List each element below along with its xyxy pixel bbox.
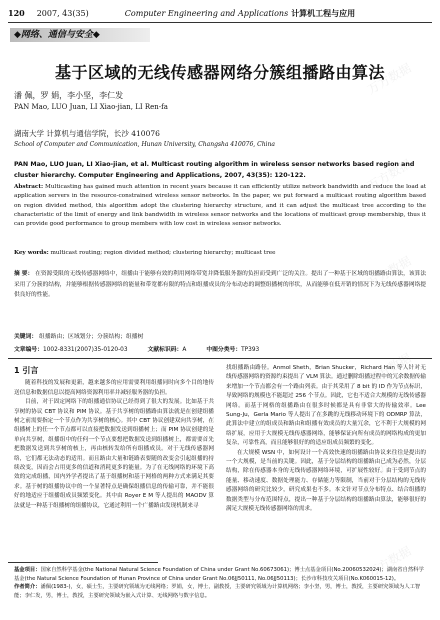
abstract-en-text: Multicasting has gained much attention in recent years because it can efficiently utilize network bandwidth and reduce the load at application servers in the resource-constrained wireless sensor networks. In the paper, we put forward a multicast routing algorithm based on region divided method, this algorithm adopt the clustering hierarchy structure, and it can adjust the multicast tree according to the characteristic of the limit of energy and link bandwidth in wireless sensor networks and the locations of multicast group membership, thus it can provide good performance to group members with low cost in wireless sensor networks. [14,184,427,228]
abstract-rule [8,358,432,359]
journal-name-en: Computer Engineering and Applications [124,8,289,18]
authors-zh: 潘 佩，罗 娟，李小坚，李仁发 [14,91,124,100]
author-note: 作者简介：潘佩(1983-)，女，硕士生，主要研究领域为无线网络；罗娟，女，博士，副教授，主要研究领域为计算机网络；李小坚，男，博士，教授，主要研究领域为人工智能；李仁发，男，博士，教授，主要研究领域为嵌入式计算、无线网络与数字信息。 [14,584,421,599]
section-heading-intro: 1 引言 [14,366,39,375]
paragraph: 随着科技的发展和更新，越来越多的应用需要利用组播同时向多个目的地传送信息和数据信息以提高网络资源利用率并减轻服务器的负担。 [14,380,214,396]
affiliation-zh: 湖南大学 计算机与通信学院，长沙 410076 [14,129,160,138]
paper-title: 基于区域的无线传感器网络分簇组播路由算法 [54,63,385,82]
keywords-en-text: multicast routing; region divided method; clustering hierarchy; multicast tree [50,250,276,256]
fund-note: 基金项目：国家自然科学基金(the National Natural Science Foundation of China under Grant No.60673061)；博士点基金项目(No.20060532024)；湖南省自然科学基金(the Natural Science Foundation of Hunan Province of China under Grant No.06JJ50111, No.06JJ50113)；长沙市科技攻关项目(No.K060015-12)。 [14,567,424,582]
abstract-zh-label: 摘 要： [14,271,34,277]
header-rule [8,22,432,23]
keywords-en-label: Key words: [14,250,49,256]
keywords-en [14,249,426,258]
paragraph: 找组播路由路径。Anmol Sheth，Brian Shucker，Richard Han 等人针对无线传感器网络的资源约束提出了 VLM 算法。通过删除组播过程中的冗余数据传输来增加一个节点都会有一个路由列表。由于其采用了 8 bit 的 ID 作为节点标识，导致网络的规模也不能超过 256 个节点。因此，它也不适合大规模的无线传感器网络。而基于网格的组播路由在很多时候都是具有非常大的传输效率。Lee Sung-Ju，Gerla Mario 等人提出了在多跳的无线移动环境下的 ODMRP 算法，此算法中建立的组成员和路由和组播有效成员的大量冗余，它不利于大规模的网络扩展，应用于大规模无线传感器网络，能够保证向所有成员的网络构成的更加复杂，可靠性高，而且能够很好的的适应组成员频繁的变化。 [226,365,426,447]
affiliation-en: School of Computer and Communication, Hunan University, Changsha 410076, China [14,141,275,148]
page-header [8,4,432,22]
keywords-zh-text: 组播路由；区域划分；分簇结构；组播树 [39,334,144,340]
citation: PAN Mao, LUO Juan, LI Xiao-jian, et al. Multicast routing algorithm in wireless sensor networks based region and cluster hierarchy. Computer Engineering and Applications, 2007, 43(35): 120-122. [14,161,415,179]
article-meta [14,344,426,353]
abstract-en-label: Abstract: [14,184,44,190]
issue-info: 2007, 43(35) [36,8,89,18]
document-code: 文献标识码：A [147,347,187,353]
abstract-en [14,183,426,229]
abstract-zh-text: 在资源受限的无线传感器网络中，组播由于能够有效的利用网络带宽并降低服务器的负担而受到广泛的关注。提出了一种基于区域的组播路由算法，该算法采用了分簇的结构，并能够根据传感器网络的能量和带宽都有限的特点和组播成员的分布动态的调整组播树的形状，从而能够在低开销的情况下为无线传感器网络提供良好的性能。 [14,271,427,298]
body-column-right [226,364,426,515]
footnote-rule [8,562,158,563]
footnotes [14,566,426,600]
journal-name-zh: 计算机工程与应用 [291,7,356,18]
article-id: 文章编号：1002-8331(2007)35-0120-03 [14,347,128,353]
section-tag: ◆网络、通信与安全◆ [10,28,150,42]
keywords-zh-label: 关键词： [14,334,38,340]
paragraph: 目前，对于固定网络下的组播通信协议已经得到了很大的发展。比如基于共享树的协议 CBT 协议和 PIM 协议。基于共享树的组播路由算法就是在创建组播树之前需要指定一个节点作为共享树的核心。其中 CBT 协议创建双向共享树，在组播树上的任一个节点都可以直接把数据发送到组播树上；而 PIM 协议创建的是单向共享树，组播组中的任何一个节点要想把数据发送到组播树上，都需要首先把数据发送到共享树的核上，再由核转发给所有组播成员。对于无线传感器网络，它们都无法动态的适用。而且路由大量和链路表要随的改变会引起组播的持续改变，因而会占用更多的信道和消耗更多的能量。为了在无线网络的环境下高效的完成组播，国内外学者提出了基于组播树和基于网格的两种方式来满足其要求。基于树的组播协议中的一个显著特点是确保组播信息的传输可靠，并不能很好的地适应于组播组成员频繁变化。其中由 Royer E M 等人提出的 MAODV 算法就是一种基于组播树的组播协议，它通过利用一个广播路由发现机制来寻 [14,399,214,509]
body-column-left [14,364,214,511]
authors-en: PAN Mao, LUO Juan, LI Xiao-jian, LI Ren-fa [14,103,168,111]
abstract-zh [14,269,426,301]
watermark: 万方数据 万方数据 万方数据 万方数据 万方数据 万方数据 [364,60,414,581]
page-number: 120 [8,8,25,18]
paragraph: 在大规模 WSN 中，如何设计一个高效快速的组播路由协议来往往是提出的一个大规模，是当前的关键。因此，基于分层结构的组播路由已成为必然，分层结构，除在传感器本身的无线传感器网络环境，可扩展性较好。由于受到节点的能量、移动速度、数据处理能力、存储能力等限制，当前对于分层结构的无线传感器网络的研究比较少，研究成果也不多。本文针对节点分布特点、结合组播的数据类型与分布范围特点，提出一种基于分层结构的组播路由算法，能够很好的满足大规模无线传感器网络的需求。 [226,449,426,513]
clc-number: 中图分类号：TP393 [206,347,260,353]
keywords-zh [14,331,426,340]
